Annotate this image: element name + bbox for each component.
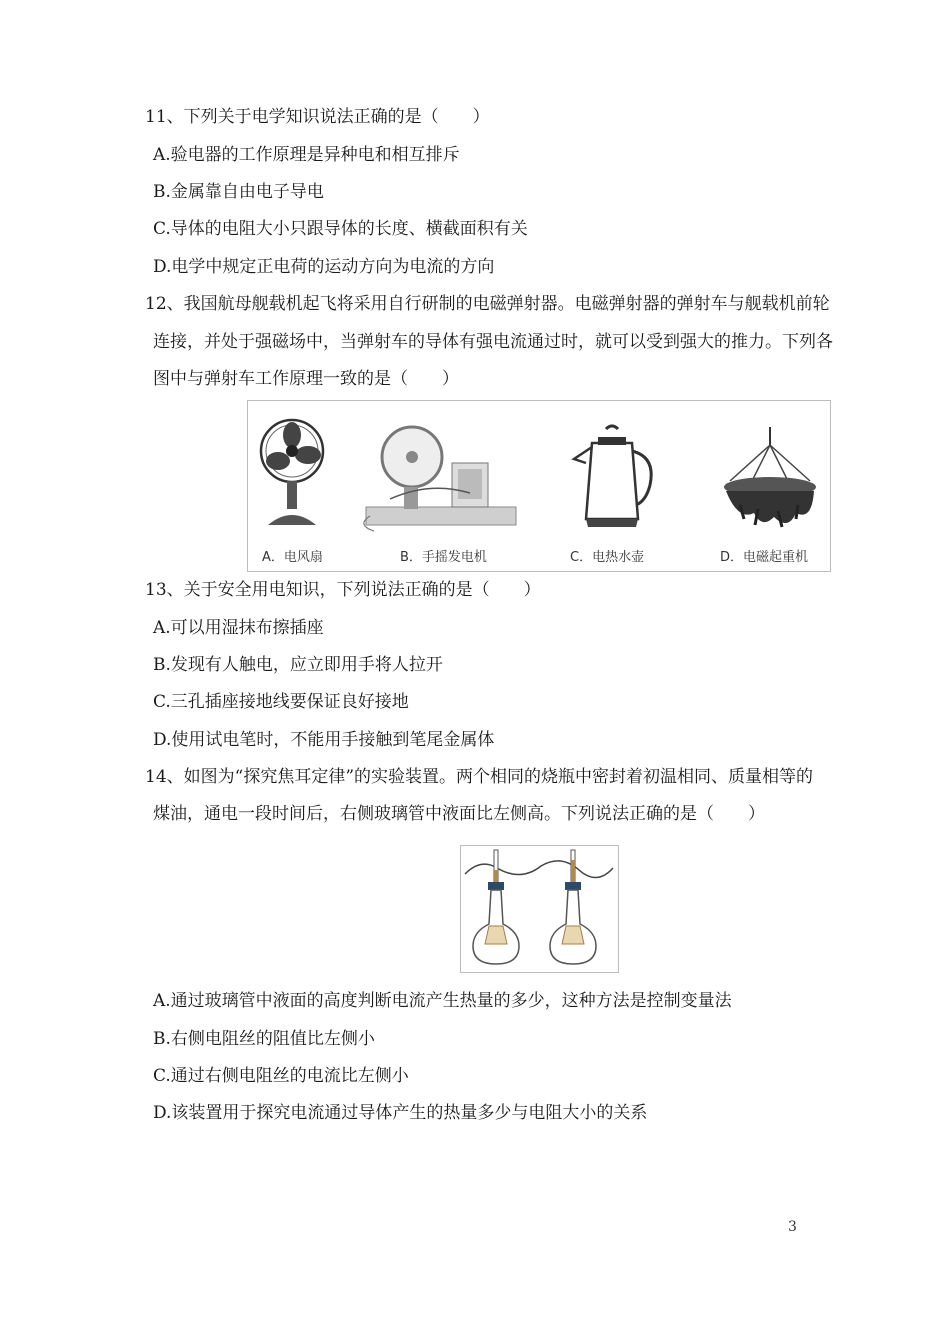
q13-option-b: B.发现有人触电，应立即用手将人拉开 — [153, 655, 443, 675]
hand-crank-generator-illustration — [360, 421, 520, 533]
q14-option-b: B.右侧电阻丝的阻值比左侧小 — [153, 1029, 375, 1049]
electric-fan-illustration — [256, 417, 328, 529]
q13-option-d: D.使用试电笔时，不能用手接触到笔尾金属体 — [153, 730, 495, 750]
page-number: 3 — [788, 1219, 797, 1235]
caption-d: D．电磁起重机 — [720, 550, 809, 565]
q12-stem-line-1: 12、我国航母舰载机起飞将采用自行研制的电磁弹射器。电磁弹射器的弹射车与舰载机前轮 — [145, 294, 830, 314]
q14-option-c: C.通过右侧电阻丝的电流比左侧小 — [153, 1066, 409, 1086]
q14-stem-line-1: 14、如图为“探究焦耳定律”的实验装置。两个相同的烧瓶中密封着初温相同、质量相等的 — [145, 767, 814, 787]
q12-stem-line-3: 图中与弹射车工作原理一致的是（ ） — [153, 369, 459, 389]
electric-kettle-illustration — [568, 423, 658, 531]
joule-law-apparatus-illustration — [461, 846, 618, 972]
electromagnetic-crane-illustration — [718, 425, 822, 537]
caption-c: C．电热水壶 — [570, 550, 645, 565]
caption-a: A．电风扇 — [262, 550, 323, 565]
q13-option-a: A.可以用湿抹布擦插座 — [153, 618, 324, 638]
q13-stem: 13、关于安全用电知识，下列说法正确的是（ ） — [145, 580, 541, 600]
q14-figure — [460, 845, 619, 973]
q12-stem-line-2: 连接，并处于强磁场中，当弹射车的导体有强电流通过时，就可以受到强大的推力。下列各 — [153, 332, 833, 352]
caption-b: B．手摇发电机 — [400, 550, 487, 565]
q14-stem-line-2: 煤油，通电一段时间后，右侧玻璃管中液面比左侧高。下列说法正确的是（ ） — [153, 804, 765, 824]
q11-option-b: B.金属靠自由电子导电 — [153, 182, 324, 202]
q12-figure — [247, 400, 831, 572]
q11-option-d: D.电学中规定正电荷的运动方向为电流的方向 — [153, 257, 495, 277]
q14-option-d: D.该装置用于探究电流通过导体产生的热量多少与电阻大小的关系 — [153, 1103, 648, 1123]
q14-option-a: A.通过玻璃管中液面的高度判断电流产生热量的多少，这种方法是控制变量法 — [153, 991, 732, 1011]
q11-option-a: A.验电器的工作原理是异种电和相互排斥 — [153, 145, 460, 165]
q11-stem: 11、下列关于电学知识说法正确的是（ ） — [145, 107, 490, 127]
q13-option-c: C.三孔插座接地线要保证良好接地 — [153, 692, 409, 712]
q11-option-c: C.导体的电阻大小只跟导体的长度、横截面积有关 — [153, 219, 528, 239]
